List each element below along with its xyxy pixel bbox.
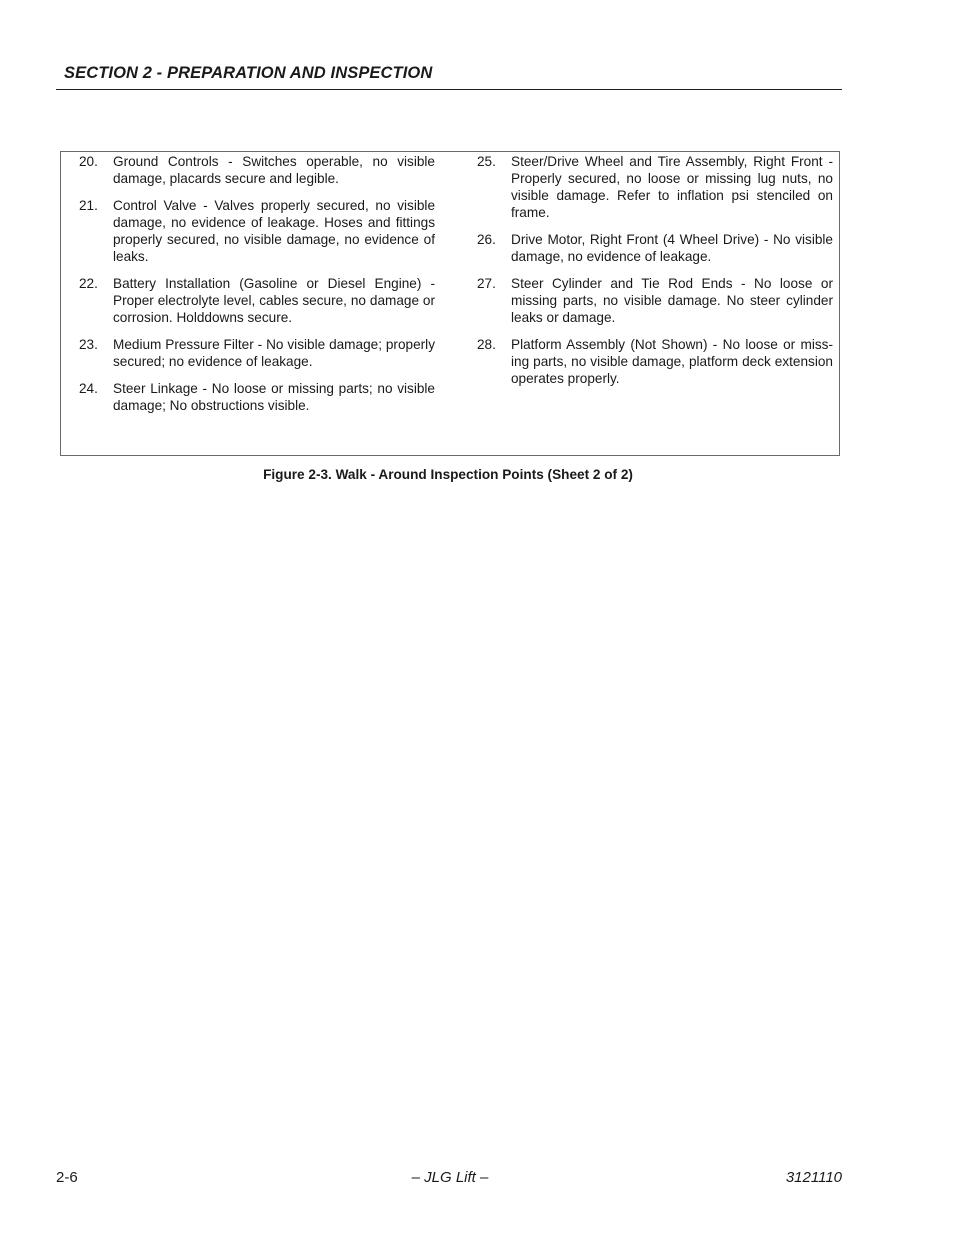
item-text: Steer Linkage - No loose or missing parts; no visible damage; No obstructions visible. bbox=[113, 381, 435, 413]
item-text: Medium Pressure Filter - No visible damage; properly secured; no evidence of leakage. bbox=[113, 337, 435, 369]
list-item bbox=[79, 336, 435, 370]
footer-doc-number: 3121110 bbox=[785, 1169, 842, 1186]
list-item bbox=[79, 380, 435, 414]
left-column bbox=[79, 153, 435, 424]
header-rule bbox=[56, 89, 842, 90]
item-text: Control Valve - Valves properly secured, no visible damage, no evidence of leakage. Hoses and fittings properly secured, no visible damage, no evidence of leaks. bbox=[113, 198, 435, 264]
item-number: 28. bbox=[477, 337, 496, 352]
item-number: 25. bbox=[477, 154, 496, 169]
item-number: 22. bbox=[79, 276, 98, 291]
section-header: SECTION 2 - PREPARATION AND INSPECTION bbox=[64, 64, 433, 82]
item-number: 26. bbox=[477, 232, 496, 247]
right-column bbox=[477, 153, 833, 397]
list-item bbox=[477, 231, 833, 265]
item-text: Drive Motor, Right Front (4 Wheel Drive) - No visible damage, no evidence of leakage. bbox=[511, 232, 833, 264]
list-item bbox=[79, 153, 435, 187]
footer-publisher: – JLG Lift – bbox=[411, 1169, 489, 1186]
item-text: Steer Cylinder and Tie Rod Ends - No loose or missing parts, no visible damage. No steer cylinder leaks or damage. bbox=[511, 276, 833, 325]
item-number: 24. bbox=[79, 381, 98, 396]
list-item bbox=[79, 197, 435, 265]
figure-caption: Figure 2-3. Walk - Around Inspection Points (Sheet 2 of 2) bbox=[263, 467, 633, 482]
footer-page-number: 2-6 bbox=[56, 1169, 78, 1186]
item-number: 23. bbox=[79, 337, 98, 352]
list-item bbox=[477, 336, 833, 387]
list-item bbox=[79, 275, 435, 326]
item-text: Battery Installation (Gasoline or Diesel Engine) - Proper electrolyte level, cables secure, no damage or corrosion. Holddowns secure. bbox=[113, 276, 435, 325]
item-text: Ground Controls - Switches operable, no visible damage, placards secure and legible. bbox=[113, 154, 435, 186]
item-number: 21. bbox=[79, 198, 98, 213]
item-text: Steer/Drive Wheel and Tire Assembly, Right Front - Properly secured, no loose or missing lug nuts, no visible damage. Refer to inflation psi stenciled on frame. bbox=[511, 154, 833, 220]
item-text: Platform Assembly (Not Shown) - No loose or missing parts, no visible damage, platform deck extension operates properly. bbox=[511, 337, 833, 386]
item-number: 20. bbox=[79, 154, 98, 169]
list-item bbox=[477, 275, 833, 326]
item-number: 27. bbox=[477, 276, 496, 291]
inspection-list-box bbox=[60, 151, 840, 456]
list-item bbox=[477, 153, 833, 221]
